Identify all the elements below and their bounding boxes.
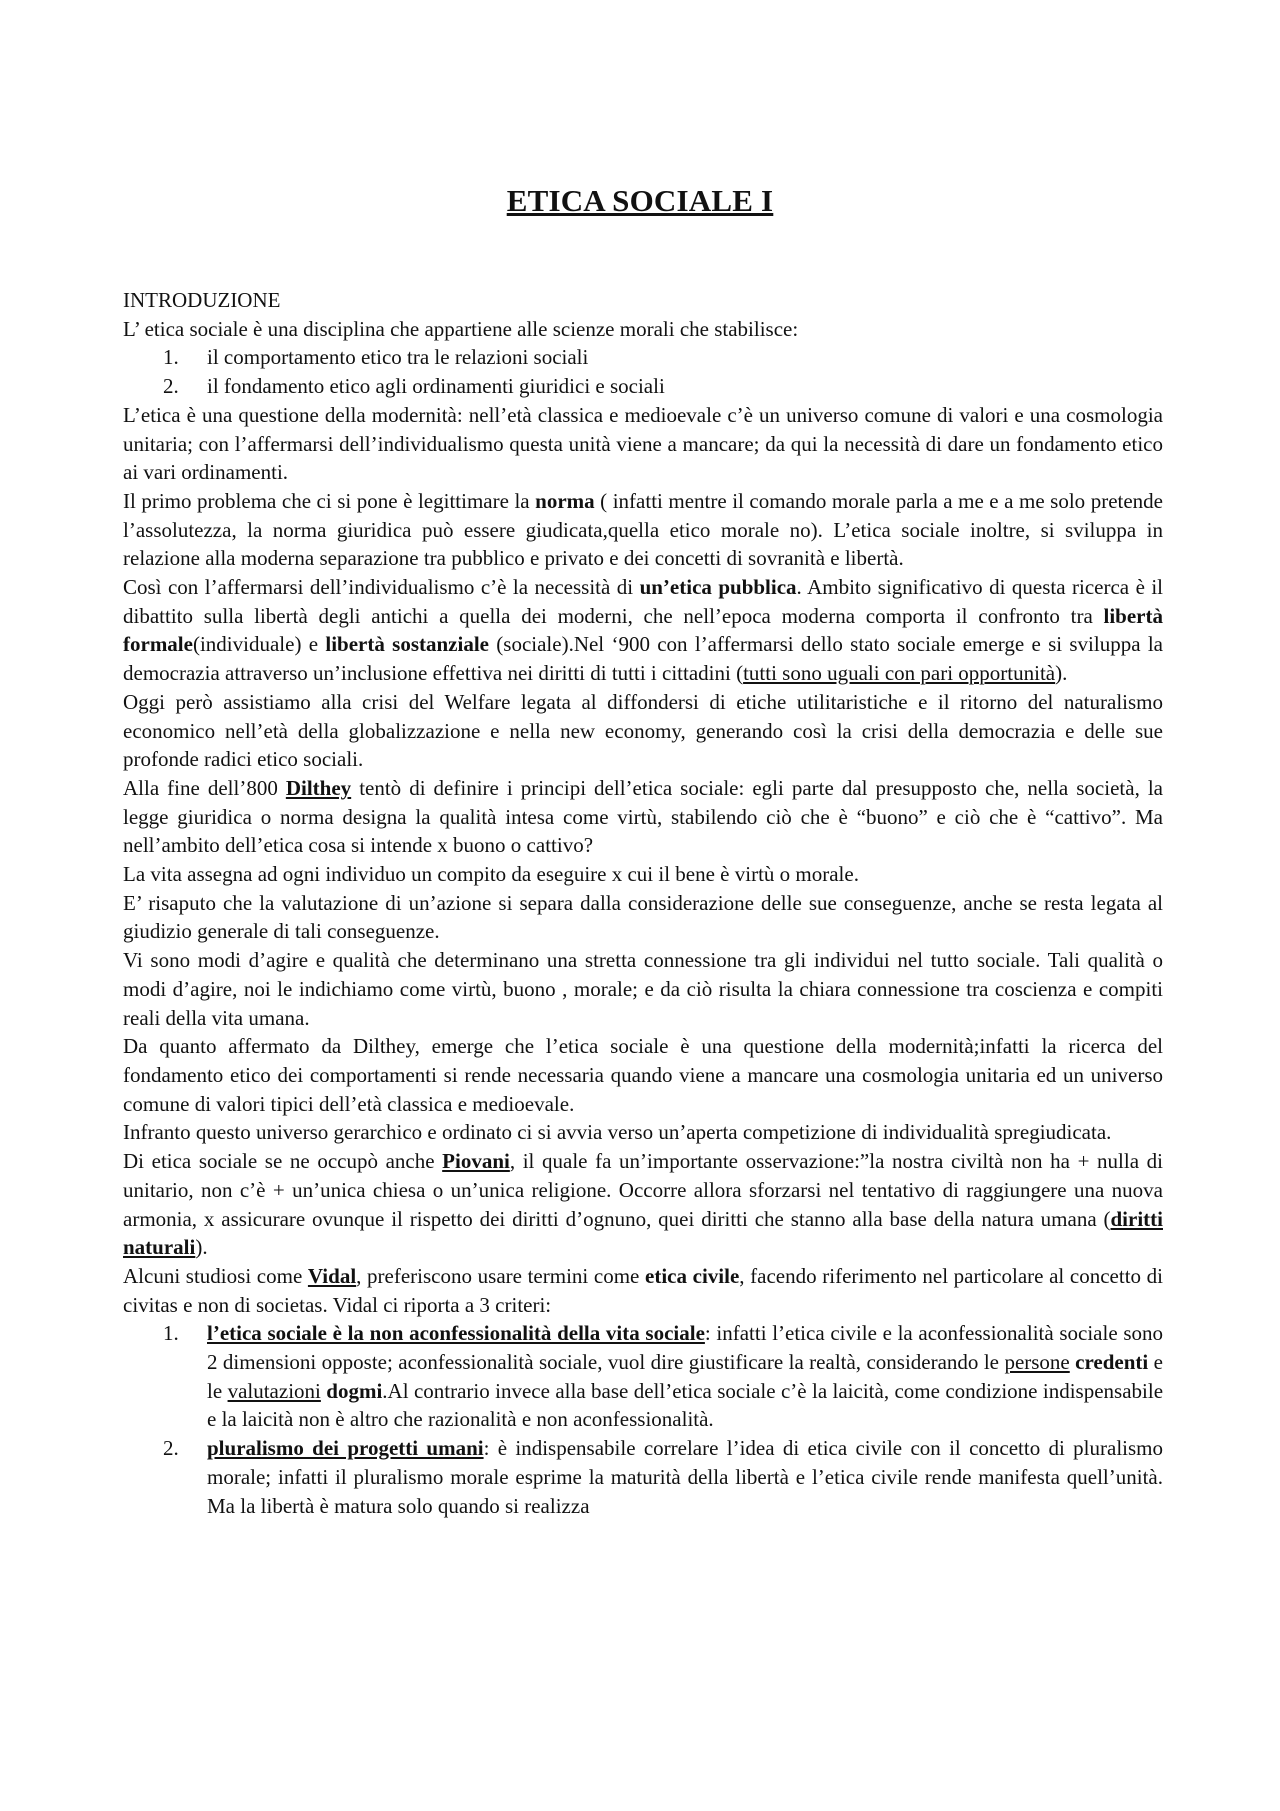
list-item-text: il fondamento etico agli ordinamenti giuridici e sociali — [207, 374, 665, 399]
bold-term: un’etica pubblica — [639, 575, 797, 600]
bold-term: etica civile — [645, 1263, 740, 1288]
paragraph: Il primo problema che ci si pone è legittimare la norma ( infatti mentre il comando morale parla a me e a me solo pretende l’assolutezza, la norma giuridica può essere giudicata,quella etico morale no). L’etica sociale inoltre, si sviluppa in relazione alla moderna separazione tra pubblico e privato e dei concetti di sovranità e libertà. — [123, 488, 1164, 571]
criterion-title: pluralismo dei progetti umani — [207, 1436, 484, 1461]
list-item: 1. l’etica sociale è la non aconfessionalità della vita sociale: infatti l’etica civile e la aconfessionalità sociale sono 2 dimensioni opposte; aconfessionalità sociale, vuol dire giustificare la realtà, considerando le persone credenti e le valutazioni dogmi.Al contrario invece alla base dell’etica sociale c’è la laicità, come condizione indispensabile e la laicità non è altro che razionalità e non aconfessionalità. — [163, 1321, 1164, 1432]
paragraph: La vita assegna ad ogni individuo un compito da eseguire x cui il bene è virtù o morale. — [123, 862, 859, 887]
bold-term: libertà sostanziale — [325, 632, 489, 657]
list-item: 2. pluralismo dei progetti umani: è indispensabile correlare l’idea di etica civile con il concetto di pluralismo morale; infatti il pluralismo morale esprime la maturità della libertà e l’etica civile rende manifesta quell’unità. Ma la libertà è matura solo quando si realizza — [163, 1436, 1163, 1518]
criterion-title: l’etica sociale è la non aconfessionalità della vita sociale — [207, 1321, 705, 1346]
criteria-list — [123, 1319, 1163, 1520]
paragraph: Da quanto affermato da Dilthey, emerge che l’etica sociale è una questione della modernità;infatti la ricerca del fondamento etico dei comportamenti si rende necessaria quando viene a mancare una cosmologia unitaria ed un universo comune di valori tipici dell’età classica e medioevale. — [123, 1034, 1163, 1116]
paragraph: Alla fine dell’800 Dilthey tentò di definire i principi dell’etica sociale: egli parte dal presupposto che, nella società, la legge giuridica o norma designa la qualità intesa come virtù, stabilendo ciò che è “buono” e ciò che è “cattivo”. Ma nell’ambito dell’etica cosa si intende x buono o cattivo? — [123, 775, 1163, 858]
paragraph: Alcuni studiosi come Vidal, preferiscono usare termini come etica civile, facendo riferimento nel particolare al concetto di civitas e non di societas. Vidal ci riporta a 3 criteri: — [123, 1263, 1163, 1317]
list-item — [123, 372, 1163, 401]
list-number: 1. — [163, 345, 179, 370]
list-number: 2. — [163, 374, 179, 399]
paragraph: L’etica è una questione della modernità: nell’età classica e medioevale c’è un universo comune di valori e una cosmologia unitaria; con l’affermarsi dell’individualismo questa unità viene a mancare; da qui la necessità di dare un fondamento etico ai vari ordinamenti. — [123, 402, 1163, 485]
list-item-text: il comportamento etico tra le relazioni sociali — [207, 345, 589, 370]
underlined-phrase: tutti sono uguali con pari opportunità — [743, 661, 1056, 686]
paragraph: Di etica sociale se ne occupò anche Piovani, il quale fa un’importante osservazione:”la nostra civiltà non ha + nulla di unitario, non c’è + un’unica chiesa o un’unica religione. Occorre allora sforzarsi nel tentativo di raggiungere una nuova armonia, x assicurare ovunque il rispetto dei diritti d’ognuno, quei diritti che stanno alla base della natura umana (diritti naturali). — [123, 1149, 1163, 1260]
paragraph: Oggi però assistiamo alla crisi del Welfare legata al diffondersi di etiche utilitaristiche e il ritorno del naturalismo economico nell’età della globalizzazione e nella new economy, generando così la crisi della democrazia e delle sue profonde radici etico sociali. — [123, 689, 1163, 772]
paragraph: E’ risaputo che la valutazione di un’azione si separa dalla considerazione delle sue conseguenze, anche se resta legata al giudizio generale di tali conseguenze. — [123, 890, 1163, 944]
paragraph: Vi sono modi d’agire e qualità che determinano una stretta connessione tra gli individui nel tutto sociale. Tali qualità o modi d’agire, noi le indichiamo come virtù, buono , morale; e da ciò risulta la chiara connessione tra coscienza e compiti reali della vita umana. — [123, 948, 1163, 1030]
intro-paragraph: L’ etica sociale è una disciplina che appartiene alle scienze morali che stabilisce: — [123, 316, 799, 341]
bold-term: diritti naturali — [123, 1206, 1163, 1260]
bold-term: libertà formale — [123, 603, 1163, 657]
list-item — [123, 343, 1163, 372]
paragraph: Infranto questo universo gerarchico e ordinato ci si avvia verso un’aperta competizione di individualità spregiudicata. — [123, 1120, 1112, 1145]
document-body — [123, 286, 1163, 1520]
list-number: 2. — [163, 1436, 179, 1461]
list-number: 1. — [163, 1321, 179, 1346]
author-name: Dilthey — [285, 775, 352, 800]
intro-list — [123, 343, 1163, 400]
author-name: Vidal — [307, 1263, 357, 1288]
author-name: Piovani — [442, 1149, 510, 1174]
section-heading: INTRODUZIONE — [123, 288, 281, 312]
bold-term: norma — [535, 488, 595, 513]
paragraph: Così con l’affermarsi dell’individualismo c’è la necessità di un’etica pubblica. Ambito significativo di questa ricerca è il dibattito sulla libertà degli antichi a quella dei moderni, che nell’epoca moderna comporta il confronto tra libertà formale(individuale) e libertà sostanziale (sociale).Nel ‘900 con l’affermarsi dello stato sociale emerge e si sviluppa la democrazia attraverso un’inclusione effettiva nei diritti di tutti i cittadini (tutti sono uguali con pari opportunità). — [123, 575, 1164, 686]
page-title: ETICA SOCIALE I — [506, 183, 774, 218]
